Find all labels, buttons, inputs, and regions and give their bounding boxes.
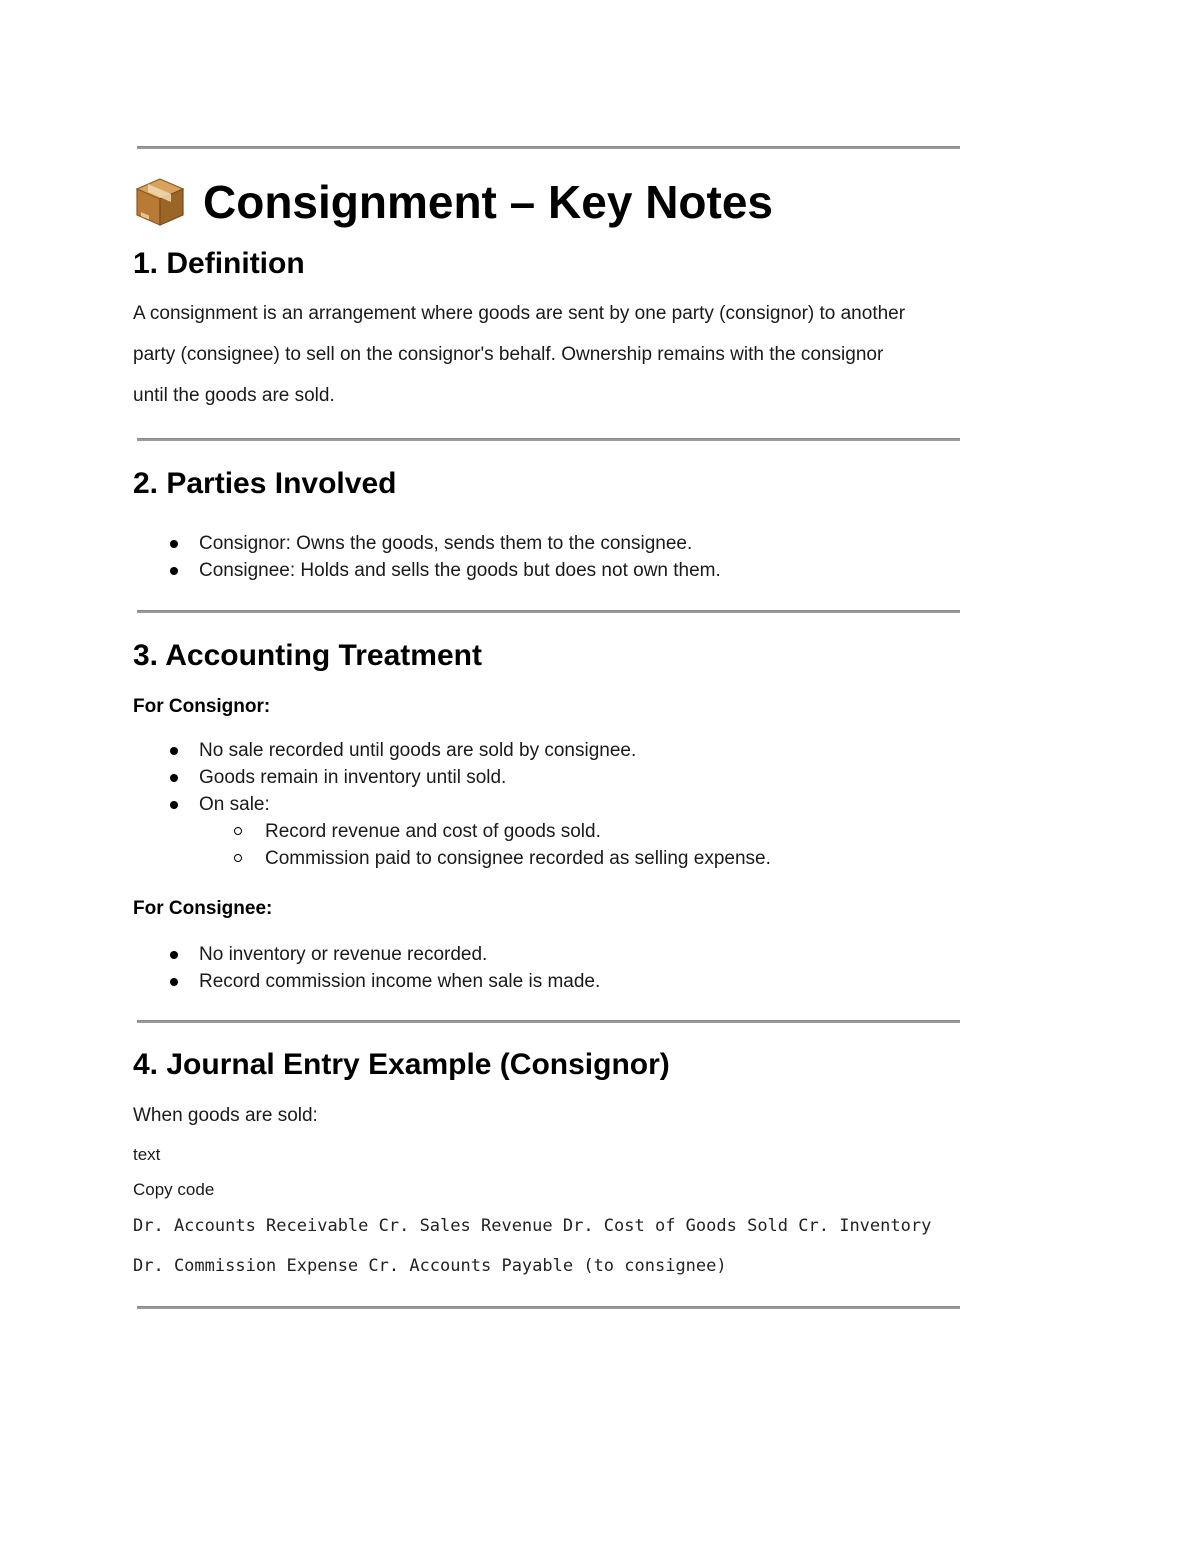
list-item-text: No sale recorded until goods are sold by consignee.: [199, 740, 637, 761]
bullet-icon: [170, 540, 178, 548]
list-item: [133, 737, 771, 764]
list-item-text: Consignee: Holds and sells the goods but does not own them.: [199, 560, 721, 581]
list-item-text: Goods remain in inventory until sold.: [199, 767, 507, 788]
code-line: Dr. Accounts Receivable Cr. Sales Revenue Dr. Cost of Goods Sold Cr. Inventory: [133, 1216, 932, 1236]
sub-list-item-text: Commission paid to consignee recorded as selling expense.: [265, 848, 771, 869]
consignee-label: For Consignee:: [133, 898, 273, 919]
consignor-list: [133, 737, 771, 872]
sub-list-item: [133, 818, 771, 845]
list-item: [133, 968, 600, 995]
consignor-label: For Consignor:: [133, 696, 271, 717]
hollow-bullet-icon: [234, 854, 242, 862]
title-text: Consignment – Key Notes: [203, 176, 773, 228]
code-language-label: text: [133, 1145, 161, 1164]
bullet-icon: [170, 801, 178, 809]
sub-list-item-text: Record revenue and cost of goods sold.: [265, 821, 601, 842]
definition-line: A consignment is an arrangement where goods are sent by one party (consignor) to another: [133, 303, 906, 324]
horizontal-rule: [137, 146, 960, 149]
section-heading-accounting: 3. Accounting Treatment: [133, 639, 482, 672]
list-item-text: Consignor: Owns the goods, sends them to the consignee.: [199, 533, 693, 554]
journal-intro: When goods are sold:: [133, 1105, 318, 1126]
horizontal-rule: [137, 1306, 960, 1309]
bullet-icon: [170, 774, 178, 782]
definition-line: until the goods are sold.: [133, 385, 335, 406]
bullet-icon: [170, 951, 178, 959]
list-item-text: Record commission income when sale is made.: [199, 971, 601, 992]
list-item: [133, 530, 721, 557]
section-heading-parties: 2. Parties Involved: [133, 467, 397, 500]
horizontal-rule: [137, 438, 960, 441]
package-icon: [133, 175, 187, 229]
consignee-list: [133, 941, 600, 995]
definition-line: party (consignee) to sell on the consignor's behalf. Ownership remains with the consignor: [133, 344, 884, 365]
list-item-text: No inventory or revenue recorded.: [199, 944, 488, 965]
list-item: [133, 764, 771, 791]
list-item-text: On sale:: [199, 794, 270, 815]
bullet-icon: [170, 567, 178, 575]
horizontal-rule: [137, 1020, 960, 1023]
code-line: Dr. Commission Expense Cr. Accounts Payable (to consignee): [133, 1256, 727, 1276]
page-title: [133, 172, 773, 232]
list-item: [133, 557, 721, 584]
definition-paragraph: [133, 293, 973, 416]
section-heading-journal: 4. Journal Entry Example (Consignor): [133, 1048, 670, 1081]
hollow-bullet-icon: [234, 827, 242, 835]
parties-list: [133, 530, 721, 584]
bullet-icon: [170, 747, 178, 755]
list-item: [133, 941, 600, 968]
section-heading-definition: 1. Definition: [133, 247, 305, 280]
sub-list-item: [133, 845, 771, 872]
bullet-icon: [170, 978, 178, 986]
copy-code-button[interactable]: Copy code: [133, 1180, 215, 1199]
list-item: [133, 791, 771, 818]
horizontal-rule: [137, 610, 960, 613]
